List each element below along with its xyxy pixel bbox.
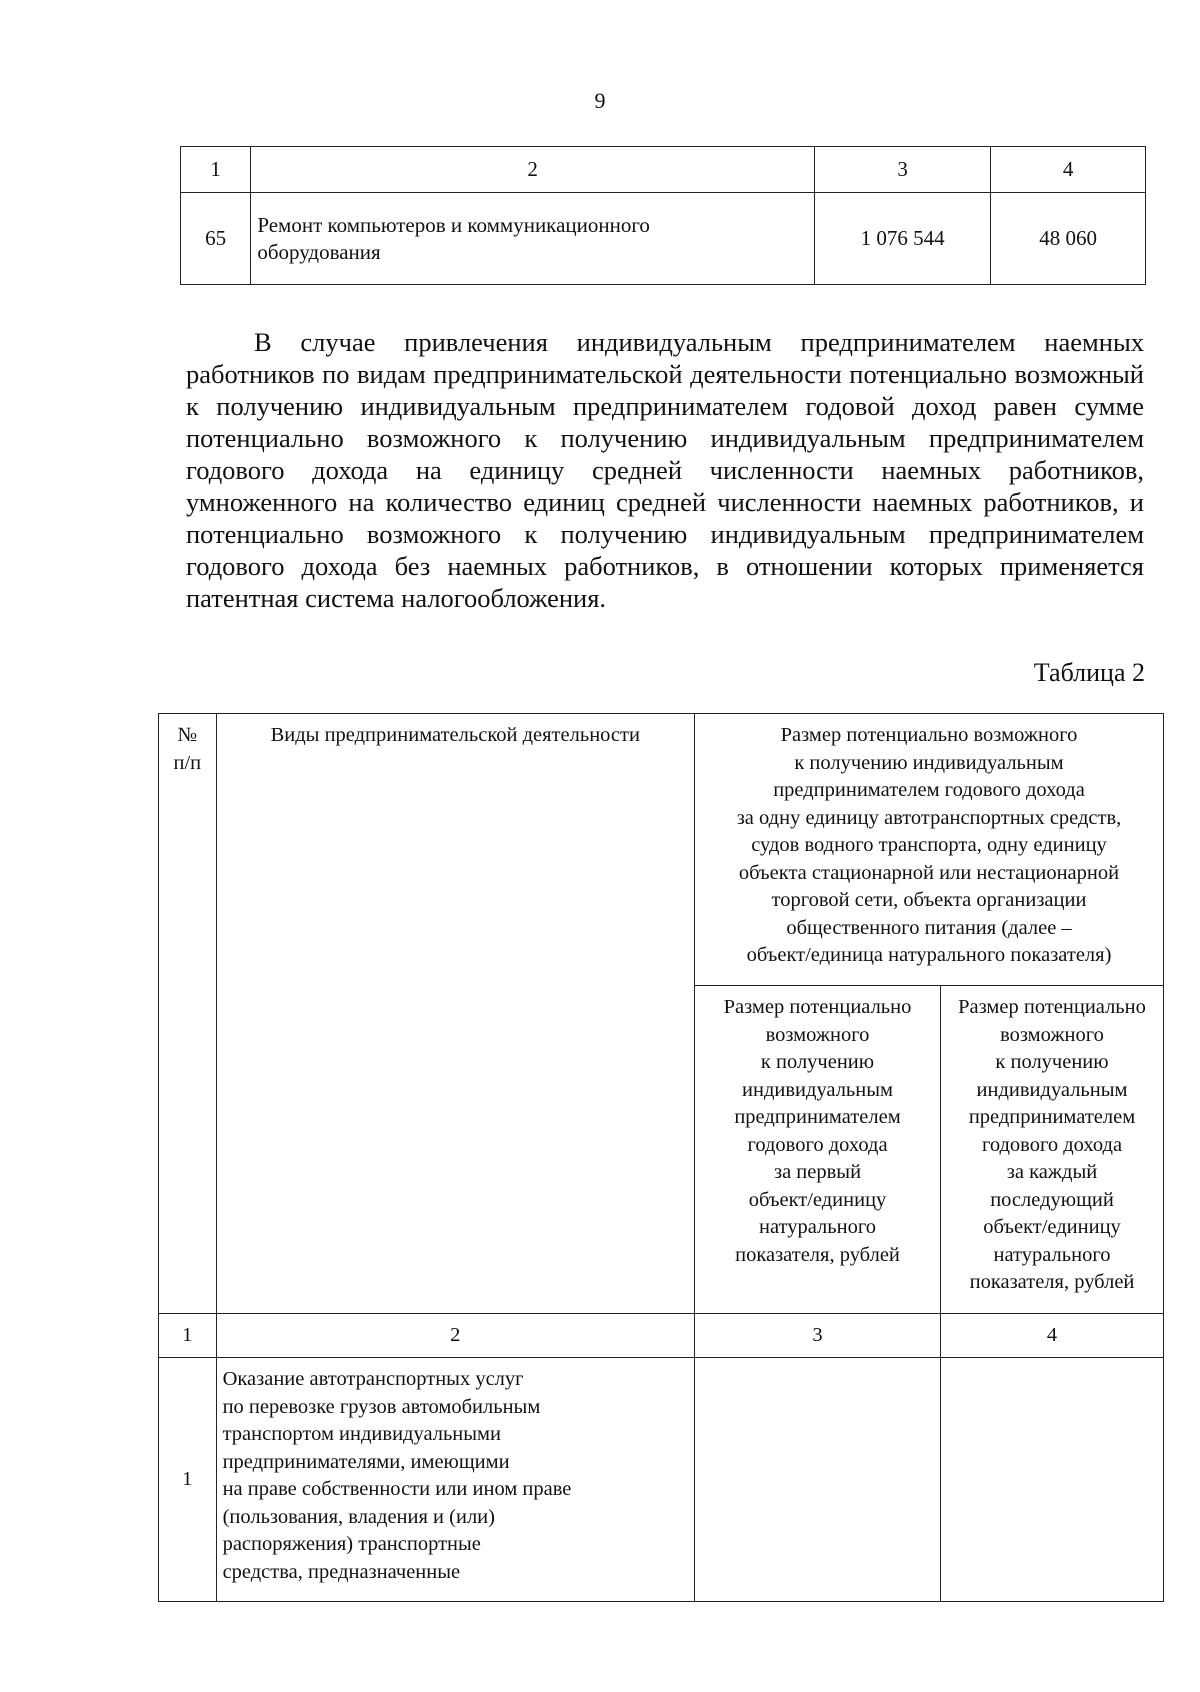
each-unit-value (941, 1358, 1164, 1602)
activity-line: предпринимателями, имеющими (222, 1450, 510, 1473)
header-line: возможного (765, 1023, 870, 1046)
header-line: объект/единица натурального показателя) (746, 944, 1112, 966)
activity-line: Оказание автотранспортных услуг (222, 1368, 524, 1390)
column-group-header (695, 714, 1164, 986)
column-activity-header: Виды предпринимательской деятельности (216, 714, 694, 1314)
header-line: предпринимателем годового дохода (773, 779, 1085, 801)
header-line: за первый (773, 1161, 862, 1183)
table-1-header-cell: 2 (251, 147, 815, 193)
header-line: предпринимателем (734, 1106, 901, 1128)
header-line: индивидуальным (742, 1078, 893, 1101)
header-line: судов водного транспорта, одну единицу (751, 834, 1107, 856)
activity-line: оборудования (257, 239, 381, 264)
activity-name (251, 193, 815, 285)
column-first-unit-header (695, 986, 941, 1314)
header-line: объекта стационарной или нестационарной (738, 861, 1120, 884)
income-value: 1 076 544 (814, 193, 990, 285)
header-line: общественного питания (далее – (786, 916, 1072, 939)
column-number-cell: 2 (216, 1314, 694, 1358)
activity-line: средства, предназначенные (222, 1560, 461, 1583)
column-number-cell: 3 (695, 1314, 941, 1358)
body-paragraph: В случае привлечения индивидуальным предпринимателем наемных работников по видам предпринимательской деятельности потенциально возможный к получению индивидуальным предпринимателем годовой доход равен сумме потенциально возможного к получению индивидуальным предпринимателем годового дохода на единицу средней численности наемных работников, умноженного на количество единиц средней численности наемных работников, и потенциально возможного к получению индивидуальным предпринимателем годового дохода без наемных работников, в отношении которых применяется патентная система налогообложения. (186, 327, 1144, 613)
table-1-header-row (181, 147, 1146, 193)
header-line: объект/единицу (983, 1216, 1121, 1238)
header-line: объект/единицу (748, 1188, 887, 1211)
header-line: индивидуальным (976, 1078, 1128, 1101)
header-line: за одну единицу автотранспортных средств, (736, 806, 1122, 829)
income-value: 48 060 (991, 193, 1146, 285)
table-row (181, 193, 1146, 285)
header-line: п/п (173, 751, 202, 774)
header-line: Размер потенциально возможного (780, 724, 1078, 746)
table-2 (158, 713, 1164, 1602)
activity-line: Ремонт компьютеров и коммуникационного (257, 212, 650, 237)
row-number: 65 (181, 193, 251, 285)
activity-line: на праве собственности или ином праве (222, 1478, 572, 1500)
header-line: торговой сети, объекта организации (771, 889, 1087, 911)
column-number-cell: 1 (159, 1314, 217, 1358)
header-line: за каждый (1006, 1161, 1098, 1183)
table-1-continuation (180, 146, 1146, 285)
column-each-unit-header (941, 986, 1164, 1314)
header-line: последующий (990, 1188, 1114, 1211)
header-line: возможного (1000, 1023, 1104, 1046)
header-line: предпринимателем (968, 1106, 1136, 1128)
table-1-header-cell: 3 (814, 147, 990, 193)
header-line: Размер потенциально (723, 996, 912, 1018)
activity-line: транспортом индивидуальными (222, 1423, 501, 1445)
activity-line: по перевозке грузов автомобильным (222, 1395, 541, 1418)
first-unit-value (695, 1358, 941, 1602)
table-2-column-numbers-row (159, 1314, 1164, 1358)
activity-line: распоряжения) транспортные (222, 1533, 481, 1555)
header-line: к получению (995, 1051, 1109, 1073)
header-line: Размер потенциально (958, 996, 1146, 1018)
page-number: 9 (594, 88, 606, 113)
table-row (159, 1358, 1164, 1602)
row-number: 1 (159, 1358, 217, 1602)
header-line: годового дохода (981, 1133, 1123, 1156)
table-1-header-cell: 1 (181, 147, 251, 193)
header-line: натурального (759, 1216, 876, 1238)
column-number-cell: 4 (941, 1314, 1164, 1358)
header-line: показателя, рублей (969, 1271, 1135, 1293)
table-1-header-cell: 4 (991, 147, 1146, 193)
header-line: показателя, рублей (735, 1243, 900, 1266)
column-number-header (159, 714, 217, 1314)
header-line: к получению индивидуальным (794, 751, 1064, 774)
activity-name (216, 1358, 694, 1602)
header-line: натурального (993, 1243, 1111, 1266)
activity-line: (пользования, владения и (или) (222, 1505, 495, 1528)
table-2-header-row (159, 714, 1164, 986)
table-caption: Таблица 2 (1033, 658, 1145, 687)
header-line: к получению (760, 1051, 875, 1073)
header-line: № (177, 724, 198, 746)
header-line: годового дохода (747, 1133, 888, 1156)
